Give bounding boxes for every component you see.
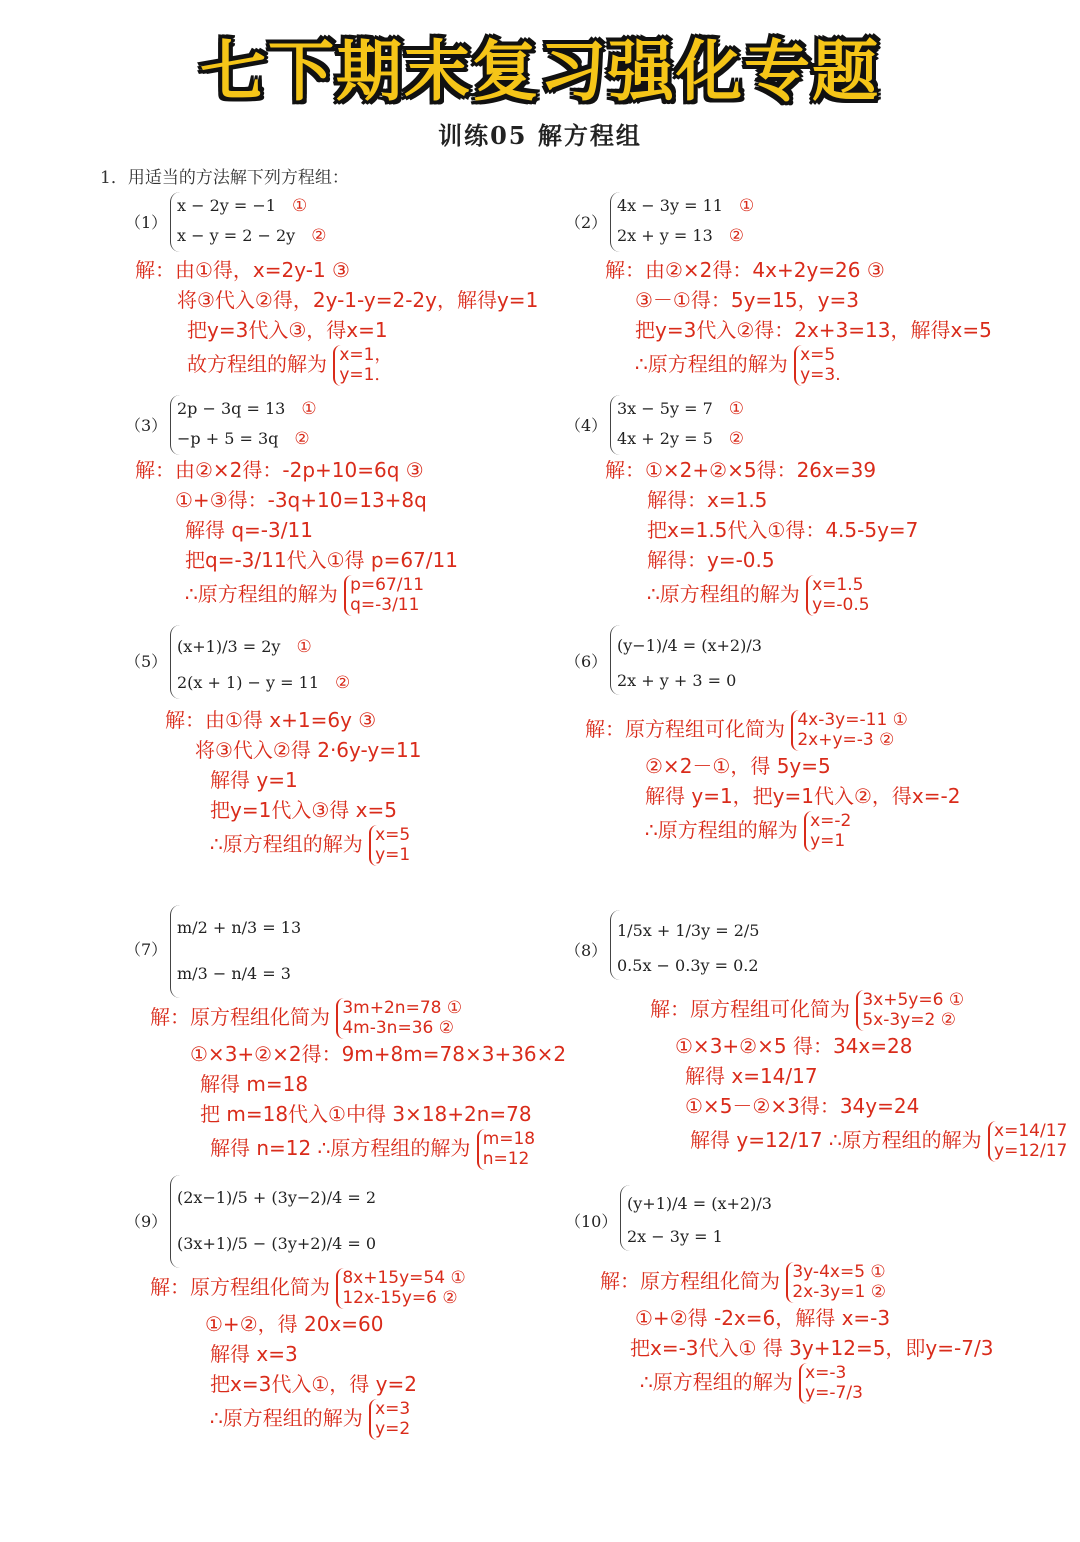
problem-number: （8） (565, 941, 608, 960)
equation-system: 4x − 3y = 11 ① 2x + y = 13 ② (610, 192, 754, 252)
problem-number: （5） (125, 652, 168, 671)
solution-5: 解：由①得 x+1=6y ③ 将③代入②得 2·6y-y=11 解得 y=1 把y=1代入③得 x=5 ∴原方程组的解为 x=5 y=1 (165, 708, 422, 866)
solution-7: 解：原方程组化简为 3m+2n=78 ① 4m-3n=36 ② ①×3+②×2得：9m+8m=78×3+36×2 解得 m=18 把 m=18代入①中得 3×18+2n=78 解得 n=12 ∴原方程组的解为 m=18 n=12 (150, 998, 567, 1170)
equation-system: 2p − 3q = 13 ① −p + 5 = 3q ② (170, 395, 317, 455)
equation-system: 3x − 5y = 7 ① 4x + 2y = 5 ② (610, 395, 744, 455)
equation-system: 1/5x + 1/3y = 2/5 0.5x − 0.3y = 0.2 (610, 910, 759, 980)
problem-number: （1） (125, 213, 168, 232)
problem-number: （7） (125, 940, 168, 959)
solution-10: 解：原方程组化简为 3y-4x=5 ① 2x-3y=1 ② ①+②得 -2x=6，解得 x=-3 把x=-3代入① 得 3y+12=5，即y=-7/3 ∴原方程组的解为 x=-3 y=-7/3 (600, 1262, 994, 1404)
equation-system: (y+1)/4 = (x+2)/3 2x − 3y = 1 (620, 1185, 772, 1251)
solution-4: 解：①×2+②×5得：26x=39 解得：x=1.5 把x=1.5代入①得：4.5-5y=7 解得：y=-0.5 ∴原方程组的解为 x=1.5 y=-0.5 (605, 458, 919, 616)
problem-number: （2） (565, 213, 608, 232)
banner-title: 七下期末复习强化专题 (200, 33, 880, 110)
equation-system: (2x−1)/5 + (3y−2)/4 = 2 (3x+1)/5 − (3y+2)/4 = 0 (170, 1175, 376, 1268)
equation-system: m/2 + n/3 = 13 m/3 − n/4 = 3 (170, 905, 301, 998)
equation: x − y = 2 − 2y ② (177, 225, 327, 246)
solution-1: 解：由①得，x=2y-1 ③ 将③代入②得，2y-1-y=2-2y，解得y=1 把y=3代入③，得x=1 故方程组的解为 x=1， y=1． (135, 258, 539, 386)
solution-9: 解：原方程组化简为 8x+15y=54 ① 12x-15y=6 ② ①+②，得 20x=60 解得 x=3 把x=3代入①，得 y=2 ∴原方程组的解为 x=3 y=2 (150, 1268, 466, 1440)
solution-8: 解：原方程组可化简为 3x+5y=6 ① 5x-3y=2 ② ①×3+②×5 得：34x=28 解得 x=14/17 ①×5－②×3得：34y=24 解得 y=12/17 ∴原方程组的解为 x=14/17 y=12/17 (650, 990, 1068, 1162)
instruction-text: 1．用适当的方法解下列方程组： (100, 168, 349, 188)
equation-system: (x+1)/3 = 2y ① 2(x + 1) − y = 11 ② (170, 625, 350, 699)
problem-number: （10） (565, 1212, 618, 1231)
problem-number: （4） (565, 416, 608, 435)
equation-system (170, 192, 326, 252)
problem-number: （9） (125, 1212, 168, 1231)
problem-number: （3） (125, 416, 168, 435)
solution-3: 解：由②×2得：-2p+10=6q ③ ①+③得：-3q+10=13+8q 解得 q=-3/11 把q=-3/11代入①得 p=67/11 ∴原方程组的解为 p=67/11 q=-3/11 (135, 458, 458, 616)
answer-brace: x=1， y=1． (333, 345, 391, 386)
section-subtitle: 训练05 解方程组 (438, 121, 642, 150)
equation-system: (y−1)/4 = (x+2)/3 2x + y + 3 = 0 (610, 625, 762, 695)
problem-number: （6） (565, 652, 608, 671)
solution-6: 解：原方程组可化简为 4x-3y=-11 ① 2x+y=-3 ② ②×2－①，得 5y=5 解得 y=1，把y=1代入②，得x=-2 ∴原方程组的解为 x=-2 y=1 (585, 710, 961, 852)
solution-2: 解：由②×2得：4x+2y=26 ③ ③－①得：5y=15，y=3 把y=3代入②得：2x+3=13，解得x=5 ∴原方程组的解为 x=5 y=3. (605, 258, 992, 386)
equation: x − 2y = −1 ① (177, 196, 308, 216)
